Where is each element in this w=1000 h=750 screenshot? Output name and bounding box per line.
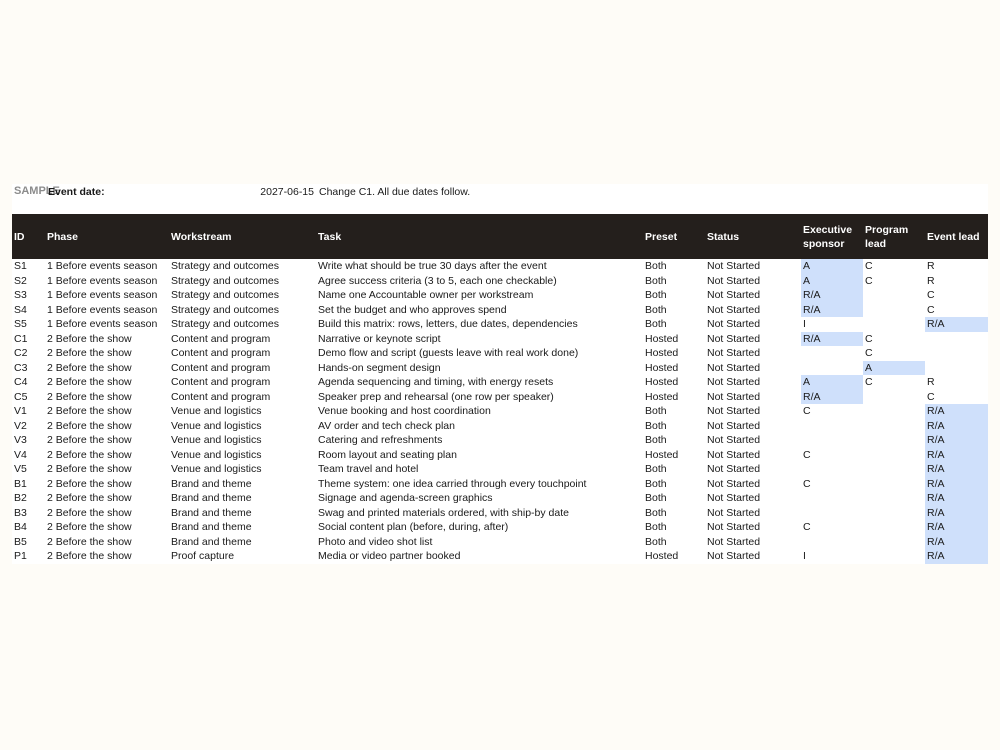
- cell-workstream[interactable]: Venue and logistics: [171, 448, 262, 461]
- table-row[interactable]: [12, 288, 988, 303]
- cell-phase[interactable]: 2 Before the show: [47, 390, 132, 403]
- cell-program-lead[interactable]: A: [863, 361, 925, 376]
- table-row[interactable]: [12, 419, 988, 434]
- cell-event-lead[interactable]: R/A: [925, 520, 988, 535]
- cell-phase[interactable]: 2 Before the show: [47, 347, 132, 359]
- cell-executive-sponsor[interactable]: [801, 361, 863, 376]
- cell-task[interactable]: Social content plan (before, during, after): [318, 521, 509, 533]
- cell-id[interactable]: V2: [14, 419, 27, 432]
- cell-status[interactable]: Not Started: [707, 448, 761, 461]
- table-row[interactable]: [12, 404, 988, 419]
- table-row[interactable]: [12, 506, 988, 521]
- cell-program-lead[interactable]: [863, 535, 925, 550]
- cell-preset[interactable]: Both: [645, 405, 667, 417]
- cell-event-lead[interactable]: [925, 332, 988, 347]
- cell-event-lead[interactable]: R: [927, 260, 935, 272]
- cell-executive-sponsor[interactable]: [801, 462, 863, 477]
- cell-preset[interactable]: Hosted: [645, 550, 679, 562]
- table-row[interactable]: [12, 317, 988, 332]
- cell-program-lead[interactable]: C: [865, 274, 873, 287]
- cell-preset[interactable]: Both: [645, 463, 667, 475]
- cell-task[interactable]: Agenda sequencing and timing, with energy resets: [318, 376, 554, 388]
- cell-program-lead[interactable]: [863, 462, 925, 477]
- cell-program-lead[interactable]: [863, 433, 925, 448]
- cell-preset[interactable]: Hosted: [645, 448, 679, 461]
- cell-executive-sponsor[interactable]: I: [803, 550, 806, 562]
- cell-executive-sponsor[interactable]: [801, 506, 863, 521]
- cell-workstream[interactable]: Venue and logistics: [171, 419, 262, 432]
- cell-status[interactable]: Not Started: [707, 419, 761, 432]
- cell-workstream[interactable]: Strategy and outcomes: [171, 274, 279, 287]
- cell-event-lead[interactable]: R/A: [925, 448, 988, 463]
- cell-program-lead[interactable]: [863, 404, 925, 419]
- cell-id[interactable]: V4: [14, 448, 27, 461]
- cell-id[interactable]: C3: [14, 361, 28, 374]
- cell-preset[interactable]: Both: [645, 318, 667, 330]
- table-row[interactable]: [12, 259, 988, 274]
- cell-id[interactable]: B3: [14, 506, 27, 519]
- cell-program-lead[interactable]: C: [865, 376, 873, 388]
- cell-phase[interactable]: 1 Before events season: [47, 260, 158, 272]
- cell-workstream[interactable]: Brand and theme: [171, 477, 252, 490]
- cell-event-lead[interactable]: R/A: [925, 506, 988, 521]
- cell-event-lead[interactable]: C: [927, 303, 935, 316]
- raci-table: [12, 214, 988, 564]
- cell-task[interactable]: Signage and agenda-screen graphics: [318, 492, 493, 504]
- cell-preset[interactable]: Both: [645, 434, 667, 446]
- cell-task[interactable]: Narrative or keynote script: [318, 332, 441, 345]
- cell-phase[interactable]: 1 Before events season: [47, 289, 158, 301]
- cell-preset[interactable]: Both: [645, 260, 667, 272]
- cell-preset[interactable]: Both: [645, 274, 667, 287]
- cell-phase[interactable]: 1 Before events season: [47, 318, 158, 330]
- cell-status[interactable]: Not Started: [707, 463, 761, 475]
- cell-program-lead[interactable]: C: [865, 347, 873, 359]
- cell-task[interactable]: Media or video partner booked: [318, 550, 461, 562]
- cell-id[interactable]: P1: [14, 550, 27, 562]
- cell-phase[interactable]: 1 Before events season: [47, 303, 158, 316]
- sample-watermark: SAMPLE: [14, 185, 60, 197]
- cell-phase[interactable]: 2 Before the show: [47, 405, 132, 417]
- cell-id[interactable]: B2: [14, 492, 27, 504]
- cell-event-lead[interactable]: [925, 346, 988, 361]
- cell-id[interactable]: S4: [14, 303, 27, 316]
- cell-status[interactable]: Not Started: [707, 274, 761, 287]
- cell-workstream[interactable]: Content and program: [171, 376, 271, 388]
- cell-workstream[interactable]: Brand and theme: [171, 535, 252, 548]
- cell-status[interactable]: Not Started: [707, 303, 761, 316]
- cell-phase[interactable]: 2 Before the show: [47, 477, 132, 490]
- cell-program-lead[interactable]: C: [865, 260, 873, 272]
- table-row[interactable]: [12, 390, 988, 405]
- cell-event-lead[interactable]: C: [927, 390, 935, 403]
- cell-preset[interactable]: Both: [645, 506, 667, 519]
- cell-phase[interactable]: 2 Before the show: [47, 550, 132, 562]
- cell-id[interactable]: S5: [14, 318, 27, 330]
- col-header-workstream[interactable]: Workstream: [169, 214, 316, 259]
- cell-executive-sponsor[interactable]: R/A: [801, 390, 863, 405]
- table-row[interactable]: [12, 303, 988, 318]
- cell-id[interactable]: C2: [14, 347, 28, 359]
- cell-id[interactable]: C1: [14, 332, 28, 345]
- cell-event-lead[interactable]: R/A: [925, 477, 988, 492]
- cell-id[interactable]: B4: [14, 521, 27, 533]
- cell-status[interactable]: Not Started: [707, 477, 761, 490]
- cell-program-lead[interactable]: [863, 419, 925, 434]
- cell-task[interactable]: Catering and refreshments: [318, 434, 443, 446]
- cell-task[interactable]: Swag and printed materials ordered, with ship-by date: [318, 506, 569, 519]
- cell-workstream[interactable]: Strategy and outcomes: [171, 303, 279, 316]
- cell-executive-sponsor[interactable]: C: [803, 405, 811, 417]
- cell-phase[interactable]: 2 Before the show: [47, 376, 132, 388]
- cell-preset[interactable]: Both: [645, 521, 667, 533]
- table-header-row: [12, 214, 988, 259]
- cell-preset[interactable]: Hosted: [645, 361, 679, 374]
- cell-task[interactable]: Name one Accountable owner per workstream: [318, 289, 534, 301]
- cell-event-lead[interactable]: R/A: [925, 317, 988, 332]
- cell-task[interactable]: Photo and video shot list: [318, 535, 433, 548]
- cell-executive-sponsor[interactable]: C: [803, 477, 811, 490]
- cell-phase[interactable]: 2 Before the show: [47, 434, 132, 446]
- cell-status[interactable]: Not Started: [707, 361, 761, 374]
- cell-phase[interactable]: 2 Before the show: [47, 332, 132, 345]
- cell-status[interactable]: Not Started: [707, 390, 761, 403]
- cell-phase[interactable]: 2 Before the show: [47, 492, 132, 504]
- table-row[interactable]: [12, 332, 988, 347]
- cell-executive-sponsor[interactable]: [801, 535, 863, 550]
- cell-event-lead[interactable]: R/A: [925, 535, 988, 550]
- cell-workstream[interactable]: Proof capture: [171, 550, 235, 562]
- cell-task[interactable]: Room layout and seating plan: [318, 448, 457, 461]
- cell-id[interactable]: C5: [14, 390, 28, 403]
- cell-program-lead[interactable]: [863, 317, 925, 332]
- cell-status[interactable]: Not Started: [707, 260, 761, 272]
- cell-program-lead[interactable]: [863, 288, 925, 303]
- cell-id[interactable]: B5: [14, 535, 27, 548]
- cell-preset[interactable]: Both: [645, 289, 667, 301]
- cell-id[interactable]: V3: [14, 434, 27, 446]
- cell-preset[interactable]: Both: [645, 419, 667, 432]
- cell-workstream[interactable]: Content and program: [171, 361, 271, 374]
- cell-phase[interactable]: 2 Before the show: [47, 506, 132, 519]
- cell-task[interactable]: AV order and tech check plan: [318, 419, 455, 432]
- cell-id[interactable]: S3: [14, 289, 27, 301]
- cell-status[interactable]: Not Started: [707, 405, 761, 417]
- cell-preset[interactable]: Hosted: [645, 332, 679, 345]
- cell-workstream[interactable]: Brand and theme: [171, 521, 252, 533]
- cell-executive-sponsor[interactable]: A: [801, 375, 863, 390]
- cell-program-lead[interactable]: [863, 448, 925, 463]
- cell-executive-sponsor[interactable]: [801, 419, 863, 434]
- cell-preset[interactable]: Both: [645, 492, 667, 504]
- cell-phase[interactable]: 2 Before the show: [47, 521, 132, 533]
- cell-status[interactable]: Not Started: [707, 318, 761, 330]
- cell-id[interactable]: S2: [14, 274, 27, 287]
- cell-executive-sponsor[interactable]: C: [803, 448, 811, 461]
- event-date-value[interactable]: 2027-06-15: [260, 186, 314, 198]
- cell-id[interactable]: B1: [14, 477, 27, 490]
- cell-workstream[interactable]: Strategy and outcomes: [171, 318, 279, 330]
- cell-status[interactable]: Not Started: [707, 376, 761, 388]
- table-row[interactable]: [12, 433, 988, 448]
- table-row[interactable]: [12, 477, 988, 492]
- table-row[interactable]: [12, 448, 988, 463]
- table-row[interactable]: [12, 274, 988, 289]
- cell-workstream[interactable]: Strategy and outcomes: [171, 260, 279, 272]
- cell-task[interactable]: Agree success criteria (3 to 5, each one checkable): [318, 274, 557, 287]
- cell-executive-sponsor[interactable]: [801, 491, 863, 506]
- cell-executive-sponsor[interactable]: C: [803, 521, 811, 533]
- event-date-note: Change C1. All due dates follow.: [319, 186, 471, 198]
- event-date-label: Event date:: [48, 186, 105, 198]
- cell-task[interactable]: Write what should be true 30 days after the event: [318, 260, 547, 272]
- cell-status[interactable]: Not Started: [707, 535, 761, 548]
- cell-executive-sponsor[interactable]: R/A: [801, 303, 863, 318]
- table-row[interactable]: [12, 462, 988, 477]
- col-header-preset[interactable]: Preset: [643, 214, 705, 259]
- cell-executive-sponsor[interactable]: R/A: [801, 288, 863, 303]
- cell-preset[interactable]: Hosted: [645, 376, 679, 388]
- cell-executive-sponsor[interactable]: A: [801, 274, 863, 289]
- cell-task[interactable]: Theme system: one idea carried through every touchpoint: [318, 477, 587, 490]
- cell-id[interactable]: S1: [14, 260, 27, 272]
- cell-executive-sponsor[interactable]: I: [803, 318, 806, 330]
- cell-workstream[interactable]: Brand and theme: [171, 506, 252, 519]
- cell-workstream[interactable]: Brand and theme: [171, 492, 252, 504]
- cell-executive-sponsor[interactable]: [801, 433, 863, 448]
- cell-executive-sponsor[interactable]: R/A: [801, 332, 863, 347]
- col-header-event-lead[interactable]: Event lead: [925, 214, 988, 259]
- cell-preset[interactable]: Hosted: [645, 390, 679, 403]
- cell-executive-sponsor[interactable]: [801, 346, 863, 361]
- table-row[interactable]: [12, 549, 988, 564]
- cell-preset[interactable]: Both: [645, 535, 667, 548]
- table-row[interactable]: [12, 361, 988, 376]
- col-header-phase[interactable]: Phase: [45, 214, 169, 259]
- col-header-task[interactable]: Task: [316, 214, 643, 259]
- cell-program-lead[interactable]: [863, 477, 925, 492]
- cell-status[interactable]: Not Started: [707, 347, 761, 359]
- event-date-row: [12, 184, 988, 214]
- cell-status[interactable]: Not Started: [707, 492, 761, 504]
- cell-id[interactable]: C4: [14, 376, 28, 388]
- cell-preset[interactable]: Both: [645, 477, 667, 490]
- raci-sheet: [12, 184, 988, 564]
- cell-phase[interactable]: 2 Before the show: [47, 361, 132, 374]
- cell-event-lead[interactable]: R: [927, 274, 935, 287]
- cell-workstream[interactable]: Venue and logistics: [171, 434, 262, 446]
- col-header-program-lead[interactable]: Program lead: [863, 214, 925, 259]
- cell-program-lead[interactable]: [863, 506, 925, 521]
- cell-workstream[interactable]: Venue and logistics: [171, 463, 262, 475]
- cell-task[interactable]: Demo flow and script (guests leave with real work done): [318, 347, 579, 359]
- cell-status[interactable]: Not Started: [707, 434, 761, 446]
- cell-program-lead[interactable]: [863, 390, 925, 405]
- cell-id[interactable]: V5: [14, 463, 27, 475]
- cell-task[interactable]: Set the budget and who approves spend: [318, 303, 507, 316]
- cell-task[interactable]: Speaker prep and rehearsal (one row per speaker): [318, 390, 554, 403]
- cell-event-lead[interactable]: R: [927, 376, 935, 388]
- cell-task[interactable]: Build this matrix: rows, letters, due dates, dependencies: [318, 318, 578, 330]
- table-row[interactable]: [12, 375, 988, 390]
- cell-preset[interactable]: Both: [645, 303, 667, 316]
- cell-program-lead[interactable]: [863, 549, 925, 564]
- table-row[interactable]: [12, 535, 988, 550]
- cell-phase[interactable]: 2 Before the show: [47, 535, 132, 548]
- table-row[interactable]: [12, 520, 988, 535]
- col-header-executive-sponsor[interactable]: Executive sponsor: [801, 214, 863, 259]
- table-row[interactable]: [12, 346, 988, 361]
- cell-program-lead[interactable]: C: [865, 332, 873, 345]
- cell-executive-sponsor[interactable]: A: [801, 259, 863, 274]
- cell-phase[interactable]: 2 Before the show: [47, 419, 132, 432]
- cell-id[interactable]: V1: [14, 405, 27, 417]
- cell-event-lead[interactable]: R/A: [925, 404, 988, 419]
- cell-workstream[interactable]: Venue and logistics: [171, 405, 262, 417]
- cell-event-lead[interactable]: [925, 361, 988, 376]
- cell-event-lead[interactable]: R/A: [925, 433, 988, 448]
- cell-phase[interactable]: 2 Before the show: [47, 448, 132, 461]
- cell-status[interactable]: Not Started: [707, 289, 761, 301]
- cell-status[interactable]: Not Started: [707, 506, 761, 519]
- cell-task[interactable]: Team travel and hotel: [318, 463, 419, 475]
- cell-event-lead[interactable]: R/A: [925, 549, 988, 564]
- cell-phase[interactable]: 2 Before the show: [47, 463, 132, 475]
- cell-event-lead[interactable]: R/A: [925, 419, 988, 434]
- cell-program-lead[interactable]: [863, 491, 925, 506]
- cell-workstream[interactable]: Content and program: [171, 332, 271, 345]
- cell-event-lead[interactable]: R/A: [925, 491, 988, 506]
- cell-event-lead[interactable]: R/A: [925, 462, 988, 477]
- cell-program-lead[interactable]: [863, 520, 925, 535]
- table-body: [12, 259, 988, 564]
- cell-program-lead[interactable]: [863, 303, 925, 318]
- cell-phase[interactable]: 1 Before events season: [47, 274, 158, 287]
- col-header-id[interactable]: ID: [12, 214, 45, 259]
- cell-task[interactable]: Venue booking and host coordination: [318, 405, 491, 417]
- table-row[interactable]: [12, 491, 988, 506]
- cell-status[interactable]: Not Started: [707, 332, 761, 345]
- cell-workstream[interactable]: Content and program: [171, 390, 271, 403]
- cell-preset[interactable]: Hosted: [645, 347, 679, 359]
- cell-workstream[interactable]: Content and program: [171, 347, 271, 359]
- cell-event-lead[interactable]: C: [927, 289, 935, 301]
- cell-status[interactable]: Not Started: [707, 550, 761, 562]
- cell-task[interactable]: Hands-on segment design: [318, 361, 441, 374]
- cell-workstream[interactable]: Strategy and outcomes: [171, 289, 279, 301]
- cell-status[interactable]: Not Started: [707, 521, 761, 533]
- col-header-status[interactable]: Status: [705, 214, 801, 259]
